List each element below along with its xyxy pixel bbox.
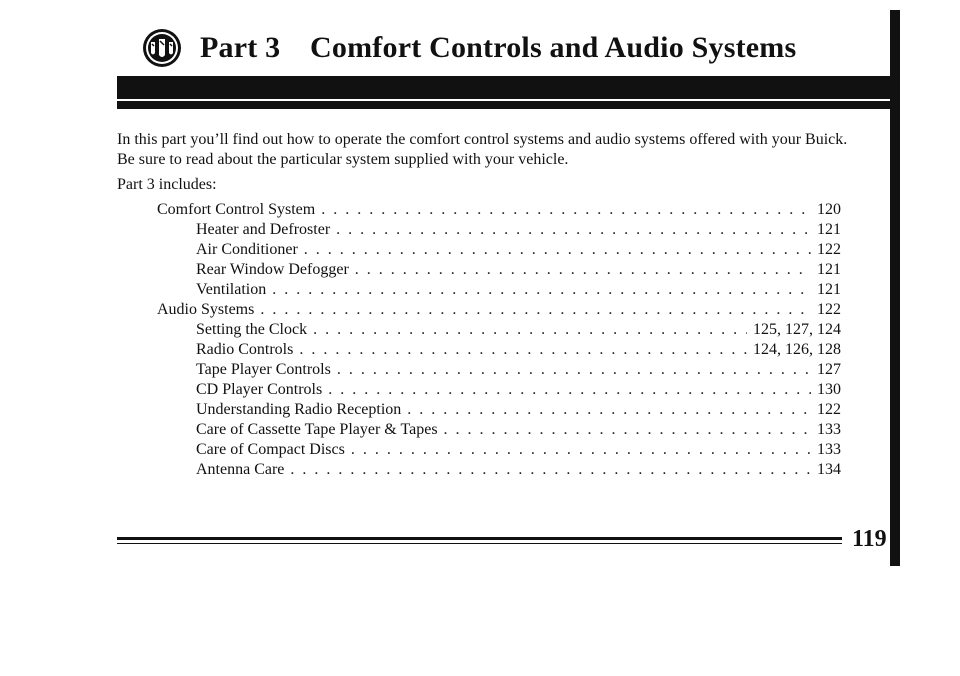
toc-leader-dots [407, 400, 811, 420]
intro-line-1: In this part you’ll find out how to operate the comfort control systems and audio systems offered with your Buick. [117, 131, 848, 148]
toc-entry-page: 121 [817, 261, 841, 278]
toc-entry-label: Audio Systems [157, 301, 255, 318]
toc-leader-dots [328, 380, 811, 400]
toc-entry[interactable] [157, 220, 841, 240]
toc-entry[interactable] [157, 340, 841, 360]
toc-entry-label: Radio Controls [196, 341, 294, 358]
toc-leader-dots [260, 300, 811, 320]
toc-entry[interactable] [157, 240, 841, 260]
toc-leader-dots [351, 440, 811, 460]
table-of-contents [157, 200, 841, 480]
toc-leader-dots [272, 280, 811, 300]
toc-entry-label: Understanding Radio Reception [196, 401, 402, 418]
toc-leader-dots [304, 240, 811, 260]
toc-leader-dots [313, 320, 747, 340]
toc-entry-page: 130 [817, 381, 841, 398]
toc-entry-label: Tape Player Controls [196, 361, 331, 378]
toc-entry-label: Setting the Clock [196, 321, 308, 338]
toc-entry-label: Antenna Care [196, 461, 285, 478]
buick-tri-shield-icon [142, 28, 182, 68]
toc-entry-label: Care of Cassette Tape Player & Tapes [196, 421, 438, 438]
toc-leader-dots [444, 420, 811, 440]
toc-entry[interactable] [157, 460, 841, 480]
toc-entry-label: Heater and Defroster [196, 221, 331, 238]
toc-entry-page: 134 [817, 461, 841, 478]
toc-entry-label: Comfort Control System [157, 201, 316, 218]
toc-entry-page: 127 [817, 361, 841, 378]
toc-leader-dots [299, 340, 747, 360]
page-title [200, 31, 796, 65]
toc-leader-dots [290, 460, 811, 480]
toc-entry[interactable] [157, 440, 841, 460]
toc-entry[interactable] [157, 360, 841, 380]
toc-entry-page: 121 [817, 221, 841, 238]
toc-entry[interactable] [157, 420, 841, 440]
toc-entry[interactable] [157, 300, 841, 320]
toc-entry-page: 120 [817, 201, 841, 218]
toc-entry[interactable] [157, 280, 841, 300]
intro-line-2: Be sure to read about the particular system supplied with your vehicle. [117, 151, 569, 168]
toc-entry-page: 122 [817, 241, 841, 258]
toc-entry-label: Air Conditioner [196, 241, 298, 258]
footer-rule-thick [117, 537, 842, 540]
part-title: Comfort Controls and Audio Systems [310, 31, 797, 64]
intro-paragraph [117, 130, 877, 170]
toc-entry[interactable] [157, 260, 841, 280]
toc-entry[interactable] [157, 200, 841, 220]
toc-entry[interactable] [157, 320, 841, 340]
toc-entry[interactable] [157, 400, 841, 420]
section-tab-bar [890, 10, 900, 566]
toc-leader-dots [355, 260, 811, 280]
footer-rule-thin [117, 543, 842, 544]
header-bar-thick [117, 76, 897, 99]
toc-entry-label: Ventilation [196, 281, 267, 298]
part-label: Part 3 [200, 31, 281, 64]
toc-entry-label: Care of Compact Discs [196, 441, 345, 458]
toc-entry-page: 124, 126, 128 [753, 341, 841, 358]
toc-entry-page: 121 [817, 281, 841, 298]
toc-entry-label: CD Player Controls [196, 381, 323, 398]
toc-leader-dots [337, 360, 811, 380]
toc-entry-label: Rear Window Defogger [196, 261, 349, 278]
toc-entry-page: 125, 127, 124 [753, 321, 841, 338]
page-number: 119 [852, 526, 887, 552]
toc-entry-page: 122 [817, 401, 841, 418]
section-header [142, 28, 796, 68]
toc-entry[interactable] [157, 380, 841, 400]
toc-entry-page: 133 [817, 441, 841, 458]
header-bar-thin [117, 101, 897, 109]
includes-label: Part 3 includes: [117, 176, 217, 193]
toc-entry-page: 133 [817, 421, 841, 438]
toc-leader-dots [321, 200, 811, 220]
toc-leader-dots [336, 220, 811, 240]
toc-entry-page: 122 [817, 301, 841, 318]
